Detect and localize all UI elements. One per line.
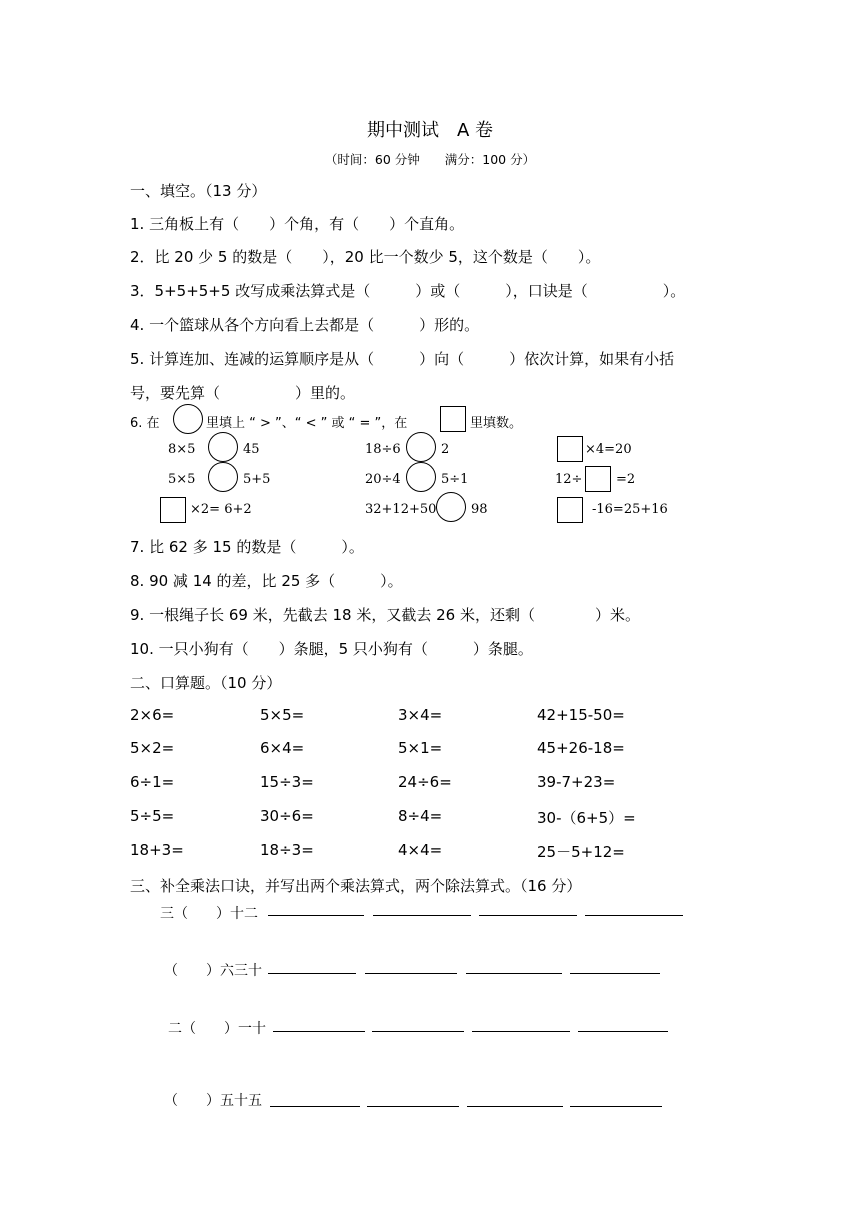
calc-item: 5÷5= xyxy=(130,807,175,825)
compare-3-right: 5+5 xyxy=(243,472,271,487)
compare-5-left: 32+12+50 xyxy=(365,502,437,517)
calc-item: 8÷4= xyxy=(398,807,443,825)
answer-blank[interactable] xyxy=(273,1031,365,1032)
compare-1-left: 8×5 xyxy=(168,442,196,457)
compare-4-left: 20÷4 xyxy=(365,472,401,487)
calc-item: 2×6= xyxy=(130,706,175,724)
rhyme-item-3: 二（ ）一十 xyxy=(168,1021,266,1037)
answer-blank[interactable] xyxy=(570,973,660,974)
answer-blank[interactable] xyxy=(479,915,577,916)
compare-circle-5[interactable] xyxy=(436,492,466,522)
question-5-line2: 号，要先算（ ）里的。 xyxy=(130,384,356,402)
calc-item: 5×5= xyxy=(260,706,305,724)
page-title: 期中测试 A 卷 xyxy=(366,120,494,141)
question-2: 2．比 20 少 5 的数是（ ），20 比一个数少 5，这个数是（ ）。 xyxy=(130,248,601,266)
compare-4-right: 5÷1 xyxy=(441,472,469,487)
answer-blank[interactable] xyxy=(585,915,683,916)
calc-item: 15÷3= xyxy=(260,773,314,791)
rhyme-item-2: （ ）六三十 xyxy=(164,963,262,979)
calc-item: 3×4= xyxy=(398,706,443,724)
answer-blank[interactable] xyxy=(270,1106,360,1107)
calc-item: 18+3= xyxy=(130,841,184,859)
question-7: 7. 比 62 多 15 的数是（ ）。 xyxy=(130,538,364,556)
compare-2-right: 2 xyxy=(441,442,450,457)
fill-box-1[interactable] xyxy=(557,436,583,462)
calc-item: 25－5+12= xyxy=(537,843,625,861)
compare-circle-2[interactable] xyxy=(406,432,436,462)
answer-blank[interactable] xyxy=(466,973,562,974)
calc-item: 5×1= xyxy=(398,739,443,757)
section3-heading: 三、补全乘法口诀，并写出两个乘法算式，两个除法算式。（16 分） xyxy=(130,877,582,895)
compare-2-left: 18÷6 xyxy=(365,442,401,457)
compare-circle-4[interactable] xyxy=(406,462,436,492)
compare-1-right: 45 xyxy=(243,442,260,457)
question-3: 3．5+5+5+5 改写成乘法算式是（ ）或（ ），口诀是（ ）。 xyxy=(130,282,686,300)
compare-circle-1[interactable] xyxy=(208,432,238,462)
section1-heading: 一、填空。（13 分） xyxy=(130,182,267,200)
section2-heading: 二、口算题。（10 分） xyxy=(130,674,282,692)
rhyme-item-4: （ ）五十五 xyxy=(164,1093,262,1109)
fill-2-right: =2 xyxy=(616,472,636,487)
calc-item: 30-（6+5）= xyxy=(537,809,636,827)
rhyme-item-1: 三（ ）十二 xyxy=(160,906,258,922)
calc-item: 45+26-18= xyxy=(537,739,625,757)
calc-item: 24÷6= xyxy=(398,773,452,791)
exam-info: （时间：60 分钟 满分：100 分） xyxy=(324,152,536,167)
question-6-mid2: 里填数。 xyxy=(470,416,523,431)
answer-blank[interactable] xyxy=(467,1106,563,1107)
question-8: 8. 90 减 14 的差，比 25 多（ ）。 xyxy=(130,572,403,590)
calc-item: 6×4= xyxy=(260,739,305,757)
fill-box-legend xyxy=(440,406,466,432)
answer-blank[interactable] xyxy=(268,915,364,916)
answer-blank[interactable] xyxy=(367,1106,459,1107)
calc-item: 30÷6= xyxy=(260,807,314,825)
fill-3-right: ×2= 6+2 xyxy=(190,502,252,517)
question-6-mid1: 里填上 “ > ”、“ < ” 或 “ = ”，在 xyxy=(206,416,408,431)
fill-box-4[interactable] xyxy=(557,497,583,523)
question-4: 4. 一个篮球从各个方向看上去都是（ ）形的。 xyxy=(130,316,480,334)
answer-blank[interactable] xyxy=(570,1106,662,1107)
compare-circle-3[interactable] xyxy=(208,462,238,492)
answer-blank[interactable] xyxy=(365,973,457,974)
calc-item: 6÷1= xyxy=(130,773,175,791)
answer-blank[interactable] xyxy=(472,1031,570,1032)
answer-blank[interactable] xyxy=(578,1031,668,1032)
calc-item: 42+15-50= xyxy=(537,706,625,724)
fill-box-2[interactable] xyxy=(585,466,611,492)
fill-4-right: -16=25+16 xyxy=(592,502,668,517)
fill-box-3[interactable] xyxy=(160,497,186,523)
answer-blank[interactable] xyxy=(372,1031,464,1032)
calc-item: 4×4= xyxy=(398,841,443,859)
answer-blank[interactable] xyxy=(268,973,356,974)
compare-circle-legend xyxy=(173,404,203,434)
calc-item: 18÷3= xyxy=(260,841,314,859)
question-9: 9. 一根绳子长 69 米，先截去 18 米，又截去 26 米，还剩（ ）米。 xyxy=(130,606,640,624)
fill-2-left: 12÷ xyxy=(555,472,583,487)
compare-3-left: 5×5 xyxy=(168,472,196,487)
question-5-line1: 5. 计算连加、连减的运算顺序是从（ ）向（ ）依次计算，如果有小括 xyxy=(130,350,675,368)
question-10: 10. 一只小狗有（ ）条腿，5 只小狗有（ ）条腿。 xyxy=(130,640,533,658)
calc-item: 5×2= xyxy=(130,739,175,757)
fill-1-right: ×4=20 xyxy=(585,442,632,457)
answer-blank[interactable] xyxy=(373,915,471,916)
question-1: 1. 三角板上有（ ）个角，有（ ）个直角。 xyxy=(130,215,465,233)
compare-5-right: 98 xyxy=(471,502,488,517)
question-6-prefix: 6. 在 xyxy=(130,416,160,431)
calc-item: 39-7+23= xyxy=(537,773,616,791)
